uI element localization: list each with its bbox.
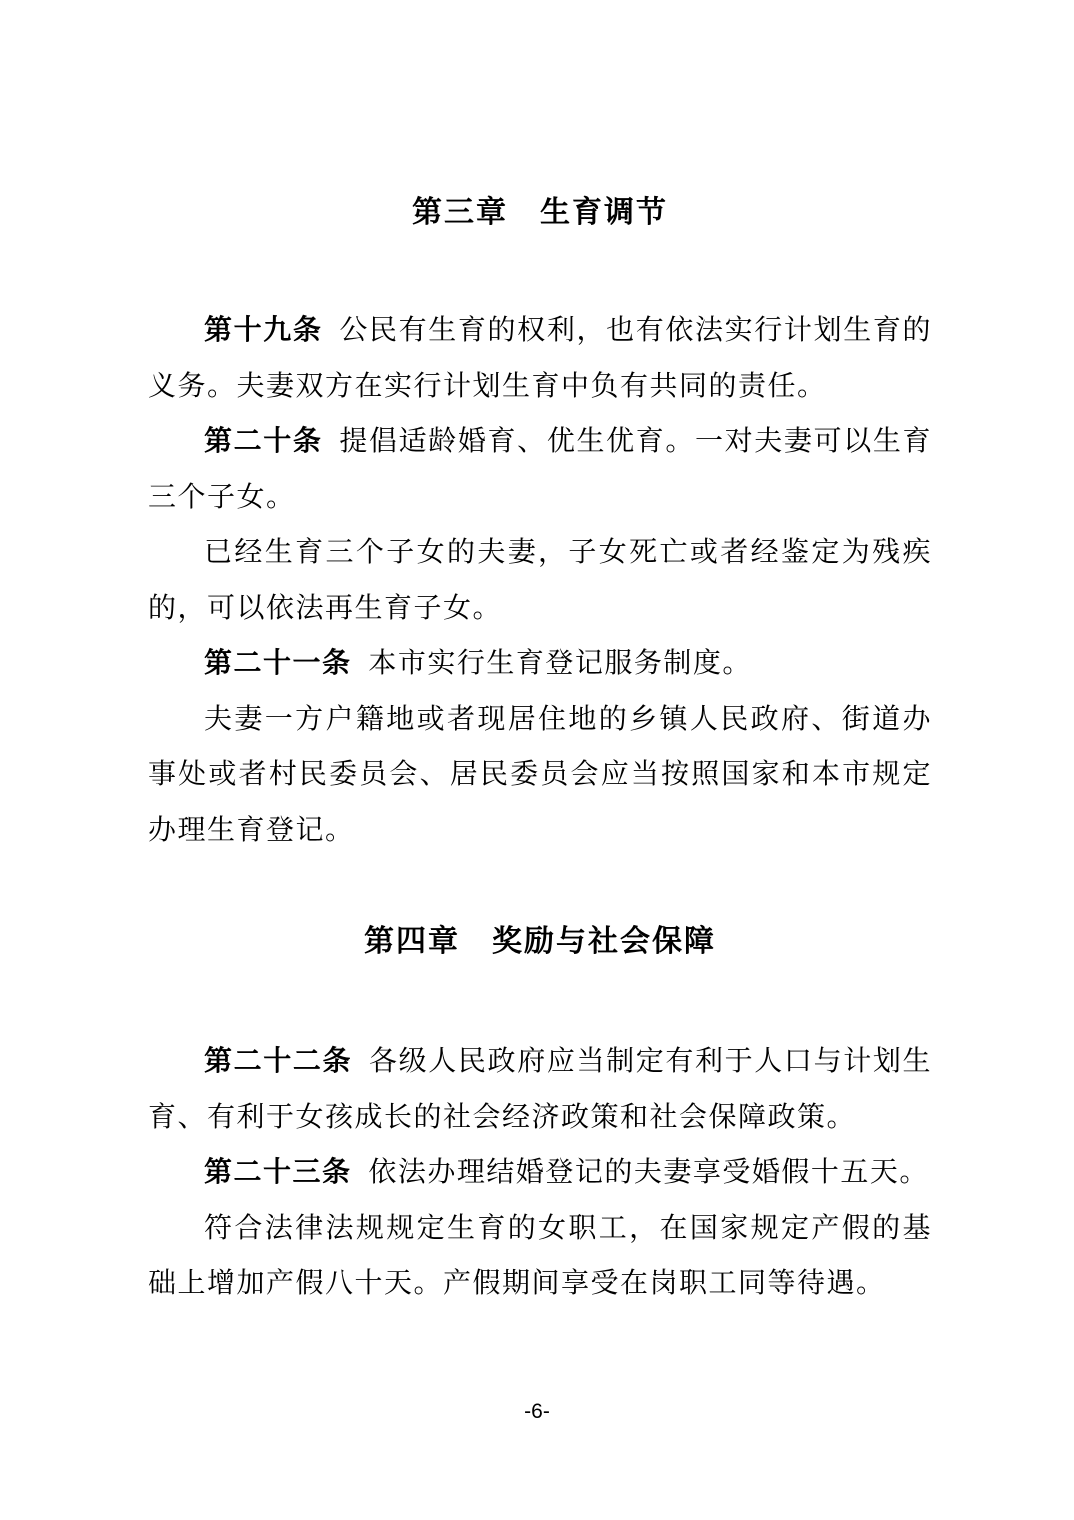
article-23-continuation-text: 符合法律法规规定生育的女职工，在国家规定产假的基础上增加产假八十天。产假期间享受在岗职工同等待遇。 <box>148 1210 932 1299</box>
article-23-paragraph <box>148 1144 932 1200</box>
article-20-continuation-text: 已经生育三个子女的夫妻，子女死亡或者经鉴定为残疾的，可以依法再生育子女。 <box>148 535 932 624</box>
article-20-paragraph <box>148 413 932 524</box>
article-21-continuation-paragraph <box>148 691 932 858</box>
article-23-text: 依法办理结婚登记的夫妻享受婚假十五天。 <box>368 1155 929 1188</box>
article-23-number-label: 第二十三条 <box>204 1156 352 1187</box>
article-20-number-label: 第二十条 <box>204 425 323 456</box>
article-22-number-label: 第二十二条 <box>204 1045 353 1076</box>
article-22-paragraph <box>148 1033 932 1144</box>
document-content <box>148 0 932 1311</box>
article-20-text: 提倡适龄婚育、优生优育。一对夫妻可以生育三个子女。 <box>148 424 932 513</box>
article-19-text: 公民有生育的权利，也有依法实行计划生育的义务。夫妻双方在实行计划生育中负有共同的责任。 <box>148 313 932 402</box>
article-21-text: 本市实行生育登记服务制度。 <box>368 646 752 679</box>
article-20-continuation-paragraph <box>148 524 932 635</box>
article-22-text: 各级人民政府应当制定有利于人口与计划生育、有利于女孩成长的社会经济政策和社会保障政策。 <box>148 1044 932 1133</box>
article-23-continuation-paragraph <box>148 1200 932 1311</box>
article-21-continuation-text: 夫妻一方户籍地或者现居住地的乡镇人民政府、街道办事处或者村民委员会、居民委员会应当按照国家和本市规定办理生育登记。 <box>148 701 932 846</box>
chapter-3-heading: 第三章 生育调节 <box>412 196 668 229</box>
article-21-number-label: 第二十一条 <box>204 647 352 678</box>
page-number: -6- <box>524 1400 550 1423</box>
article-21-paragraph <box>148 635 932 691</box>
article-19-paragraph <box>148 302 932 413</box>
chapter-4-heading: 第四章 奖励与社会保障 <box>364 925 716 958</box>
article-19-number-label: 第十九条 <box>204 314 323 345</box>
